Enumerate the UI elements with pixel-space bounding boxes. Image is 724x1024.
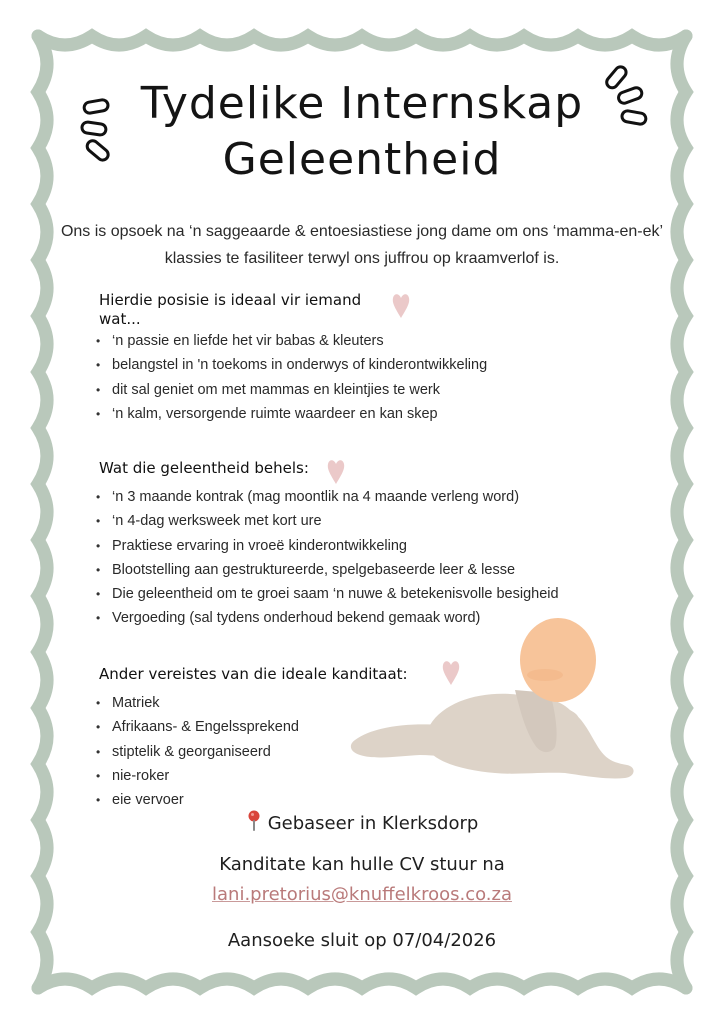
location-text: Gebaseer in Klerksdorp xyxy=(267,813,479,834)
list-item: • ‘n passie en liefde het vir babas & kleuters xyxy=(96,329,487,353)
border-scallop xyxy=(38,36,686,45)
involves-list xyxy=(96,485,559,631)
cv-instruction: Kanditate kan hulle CV stuur na xyxy=(219,854,505,875)
section-heading-ideal-cont: wat... xyxy=(99,310,141,328)
list-item: • Matriek xyxy=(96,691,299,715)
intro-text: Ons is opsoek na ‘n saggeaarde & entoesiastiese jong dame om ons ‘mamma-en-ek’ klassies te fasiliteer terwyl ons juffrou op kraamverlof is. xyxy=(60,223,664,267)
list-item: • dit sal geniet om met mammas en kleintjies te werk xyxy=(96,378,487,402)
list-item: • Afrikaans- & Engelssprekend xyxy=(96,715,299,739)
list-item: • Die geleentheid om te groei saam ‘n nuwe & betekenisvolle besigheid xyxy=(96,582,559,606)
list-item: • Vergoeding (sal tydens onderhoud bekend gemaak word) xyxy=(96,606,559,630)
location-line xyxy=(0,810,724,834)
list-item: • eie vervoer xyxy=(96,788,299,812)
list-item: • Blootstelling aan gestruktureerde, spelgebaseerde leer & lesse xyxy=(96,558,559,582)
section-heading-requirements: Ander vereistes van die ideale kanditaat: xyxy=(99,665,408,683)
list-item: • belangstel in 'n toekoms in onderwys of kinderontwikkeling xyxy=(96,353,487,377)
section-heading-ideal: Hierdie posisie is ideaal vir iemand xyxy=(99,291,362,309)
heart-icon xyxy=(391,290,411,320)
baby-illustration xyxy=(345,615,640,790)
ideal-list xyxy=(96,329,487,426)
heart-icon xyxy=(326,456,346,486)
list-item: • ‘n kalm, versorgende ruimte waardeer en kan skep xyxy=(96,402,487,426)
pin-icon xyxy=(246,810,262,832)
list-item: • ‘n 4-dag werksweek met kort ure xyxy=(96,509,559,533)
list-item: • ‘n 3 maande kontrak (mag moontlik na 4 maande verleng word) xyxy=(96,485,559,509)
list-item: • stiptelik & georganiseerd xyxy=(96,740,299,764)
border-scallop xyxy=(38,979,686,988)
page-title-line1: Tydelike Internskap xyxy=(140,78,584,129)
page-title-line2: Geleentheid xyxy=(222,134,502,185)
list-item: • nie-roker xyxy=(96,764,299,788)
closing-date: Aansoeke sluit op 07/04/2026 xyxy=(227,930,497,951)
email-link[interactable]: lani.pretorius@knuffelkroos.co.za xyxy=(212,884,512,905)
section-heading-involves: Wat die geleentheid behels: xyxy=(99,459,309,477)
requirements-list xyxy=(96,691,299,812)
list-item: • Praktiese ervaring in vroeë kinderontwikkeling xyxy=(96,534,559,558)
